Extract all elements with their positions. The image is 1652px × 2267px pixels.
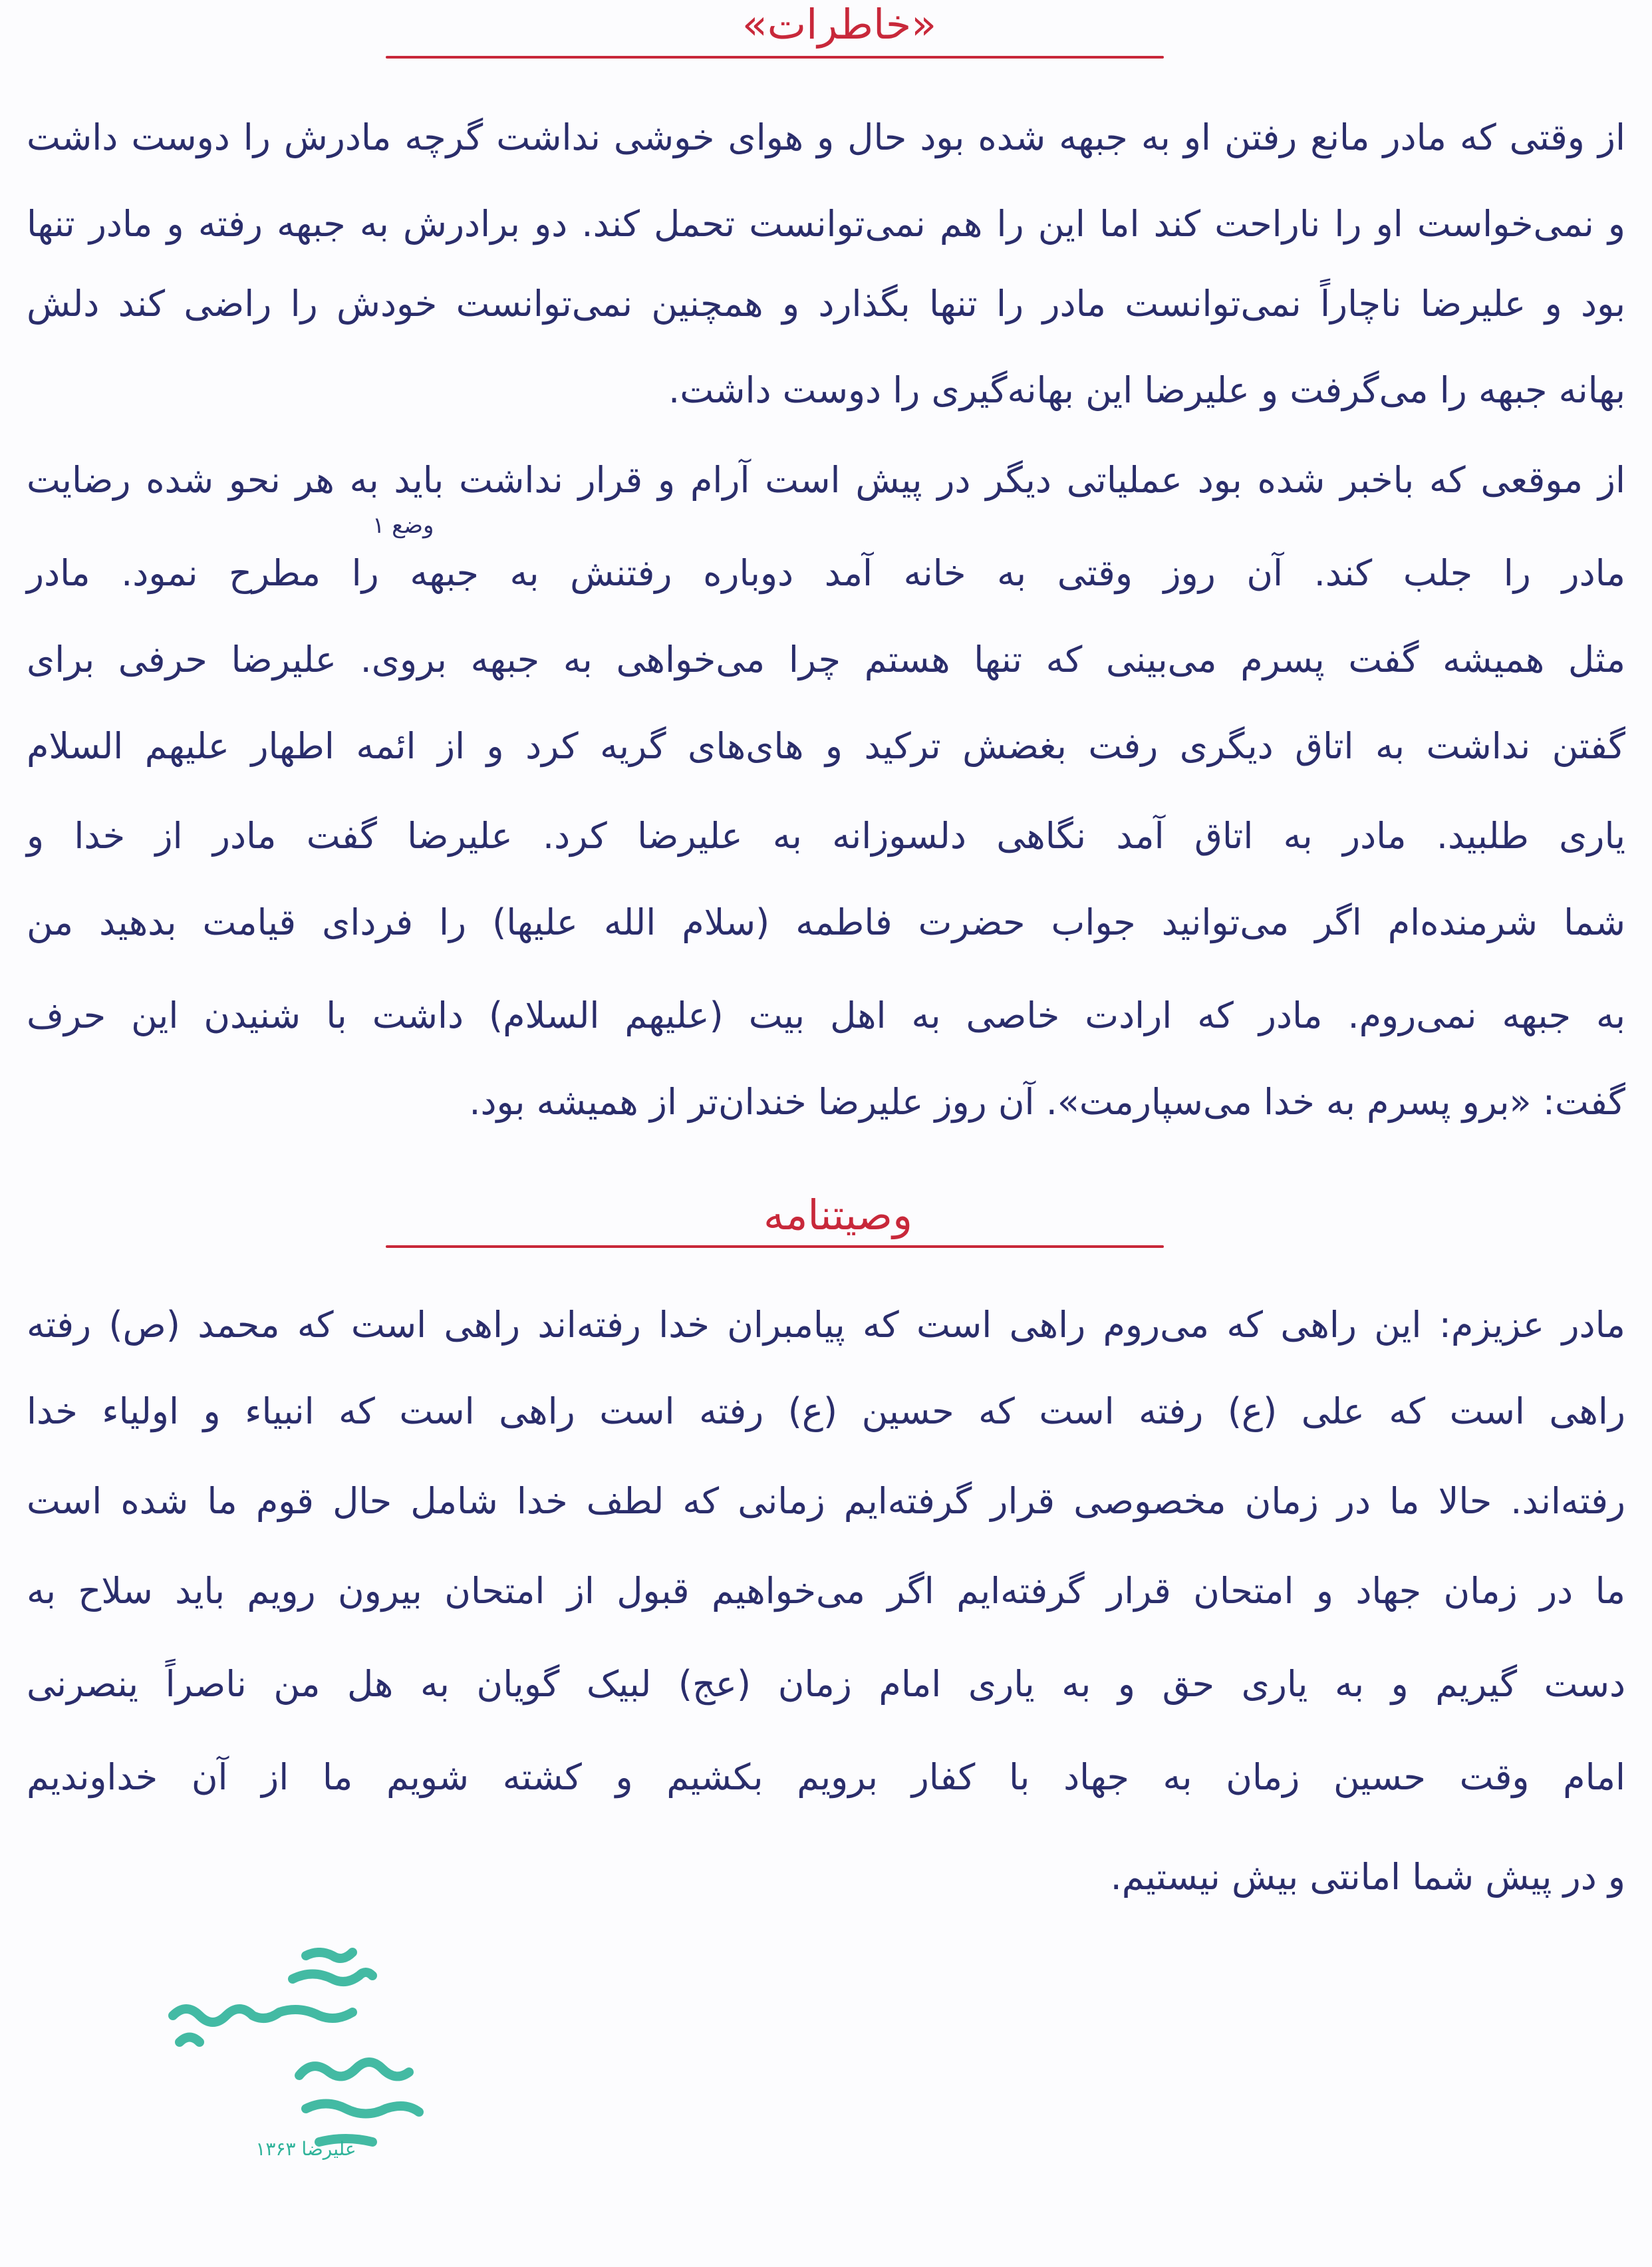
memoir-line-4: بهانه جبهه را می‌گرفت و علیرضا این بهانه‌گیری را دوست داشت.	[668, 369, 1625, 411]
title-underline	[386, 56, 1164, 59]
memoir-line-10: شما شرمنده‌ام اگر می‌توانید جواب حضرت فاطمه (سلام الله علیها) را فردای قیامت بدهید من	[27, 901, 1625, 943]
will-line-4: ما در زمان جهاد و امتحان قرار گرفته‌ایم اگر می‌خواهیم قبول از امتحان بیرون رویم باید سلاح به	[27, 1570, 1625, 1612]
memoir-line-6: مادر را جلب کند. آن روز وقتی به خانه آمد دوباره رفتنش به جبهه را مطرح نمود. مادر	[27, 552, 1625, 594]
will-title-underline	[386, 1245, 1164, 1248]
will-line-5: دست گیریم و به یاری حق و به یاری امام زمان (عج) لبیک گویان به هل من ناصراً ینصرنی	[27, 1663, 1625, 1705]
memoir-line-3: بود و علیرضا ناچاراً نمی‌توانست مادر را تنها بگذارد و همچنین نمی‌توانست خودش را راضی کند دلش	[27, 283, 1625, 325]
memoir-line-12: گفت: «برو پسرم به خدا می‌سپارمت». آن روز علیرضا خندان‌تر از همیشه بود.	[469, 1081, 1625, 1123]
memoir-line-1: از وقتی که مادر مانع رفتن او به جبهه شده بود حال و هوای خوشی نداشت گرچه مادرش را دوست داشت	[27, 116, 1625, 158]
will-title: وصیتنامه	[763, 1191, 913, 1239]
memoir-line-5: از موقعی که باخبر شده بود عملیاتی دیگر در پیش است آرام و قرار نداشت باید به هر نحو شده رضایت	[27, 459, 1625, 501]
will-line-3: رفته‌اند. حالا ما در زمان مخصوصی قرار گرفته‌ایم زمانی که لطف خدا شامل حال قوم ما شده است	[27, 1480, 1625, 1522]
memoir-line-11: به جبهه نمی‌روم. مادر که ارادت خاصی به اهل بیت (علیهم السلام) داشت با شنیدن این حرف	[27, 994, 1625, 1036]
memoir-line-8: گفتن نداشت به اتاق دیگری رفت بغضش ترکید و های‌های گریه کرد و از ائمه اطهار علیهم السلام	[27, 725, 1625, 767]
stamp-text: علیرضا ۱۳۶۳	[255, 2138, 356, 2160]
will-line-6: امام وقت حسین زمان به جهاد با کفار برویم بکشیم و کشته شویم ما از آن خداوندیم	[27, 1756, 1625, 1798]
memoir-line-2: و نمی‌خواست او را ناراحت کند اما این را هم نمی‌توانست تحمل کند. دو برادرش به جبهه رفته و مادر تنها	[27, 203, 1625, 245]
page-title: «خاطرات»	[742, 0, 937, 49]
margin-note: وضع ۱	[372, 512, 434, 539]
will-line-7: و در پیش شما امانتی بیش نیستیم.	[1110, 1856, 1625, 1898]
green-stamp	[166, 1942, 446, 2162]
will-line-2: راهی است که علی (ع) رفته است که حسین (ع) رفته است راهی است که انبیاء و اولیاء خدا	[27, 1390, 1625, 1432]
memoir-line-9: یاری طلبید. مادر به اتاق آمد نگاهی دلسوزانه به علیرضا کرد. علیرضا گفت مادر از خدا و	[27, 815, 1625, 857]
will-line-1: مادر عزیزم: این راهی که می‌روم راهی است که پیامبران خدا رفته‌اند راهی است که محمد (ص) رفته	[27, 1304, 1625, 1346]
bleed-through-decoration	[1133, 27, 1599, 67]
memoir-line-7: مثل همیشه گفت پسرم می‌بینی که تنها هستم چرا می‌خواهی به جبهه بروی. علیرضا حرفی برای	[27, 639, 1625, 680]
